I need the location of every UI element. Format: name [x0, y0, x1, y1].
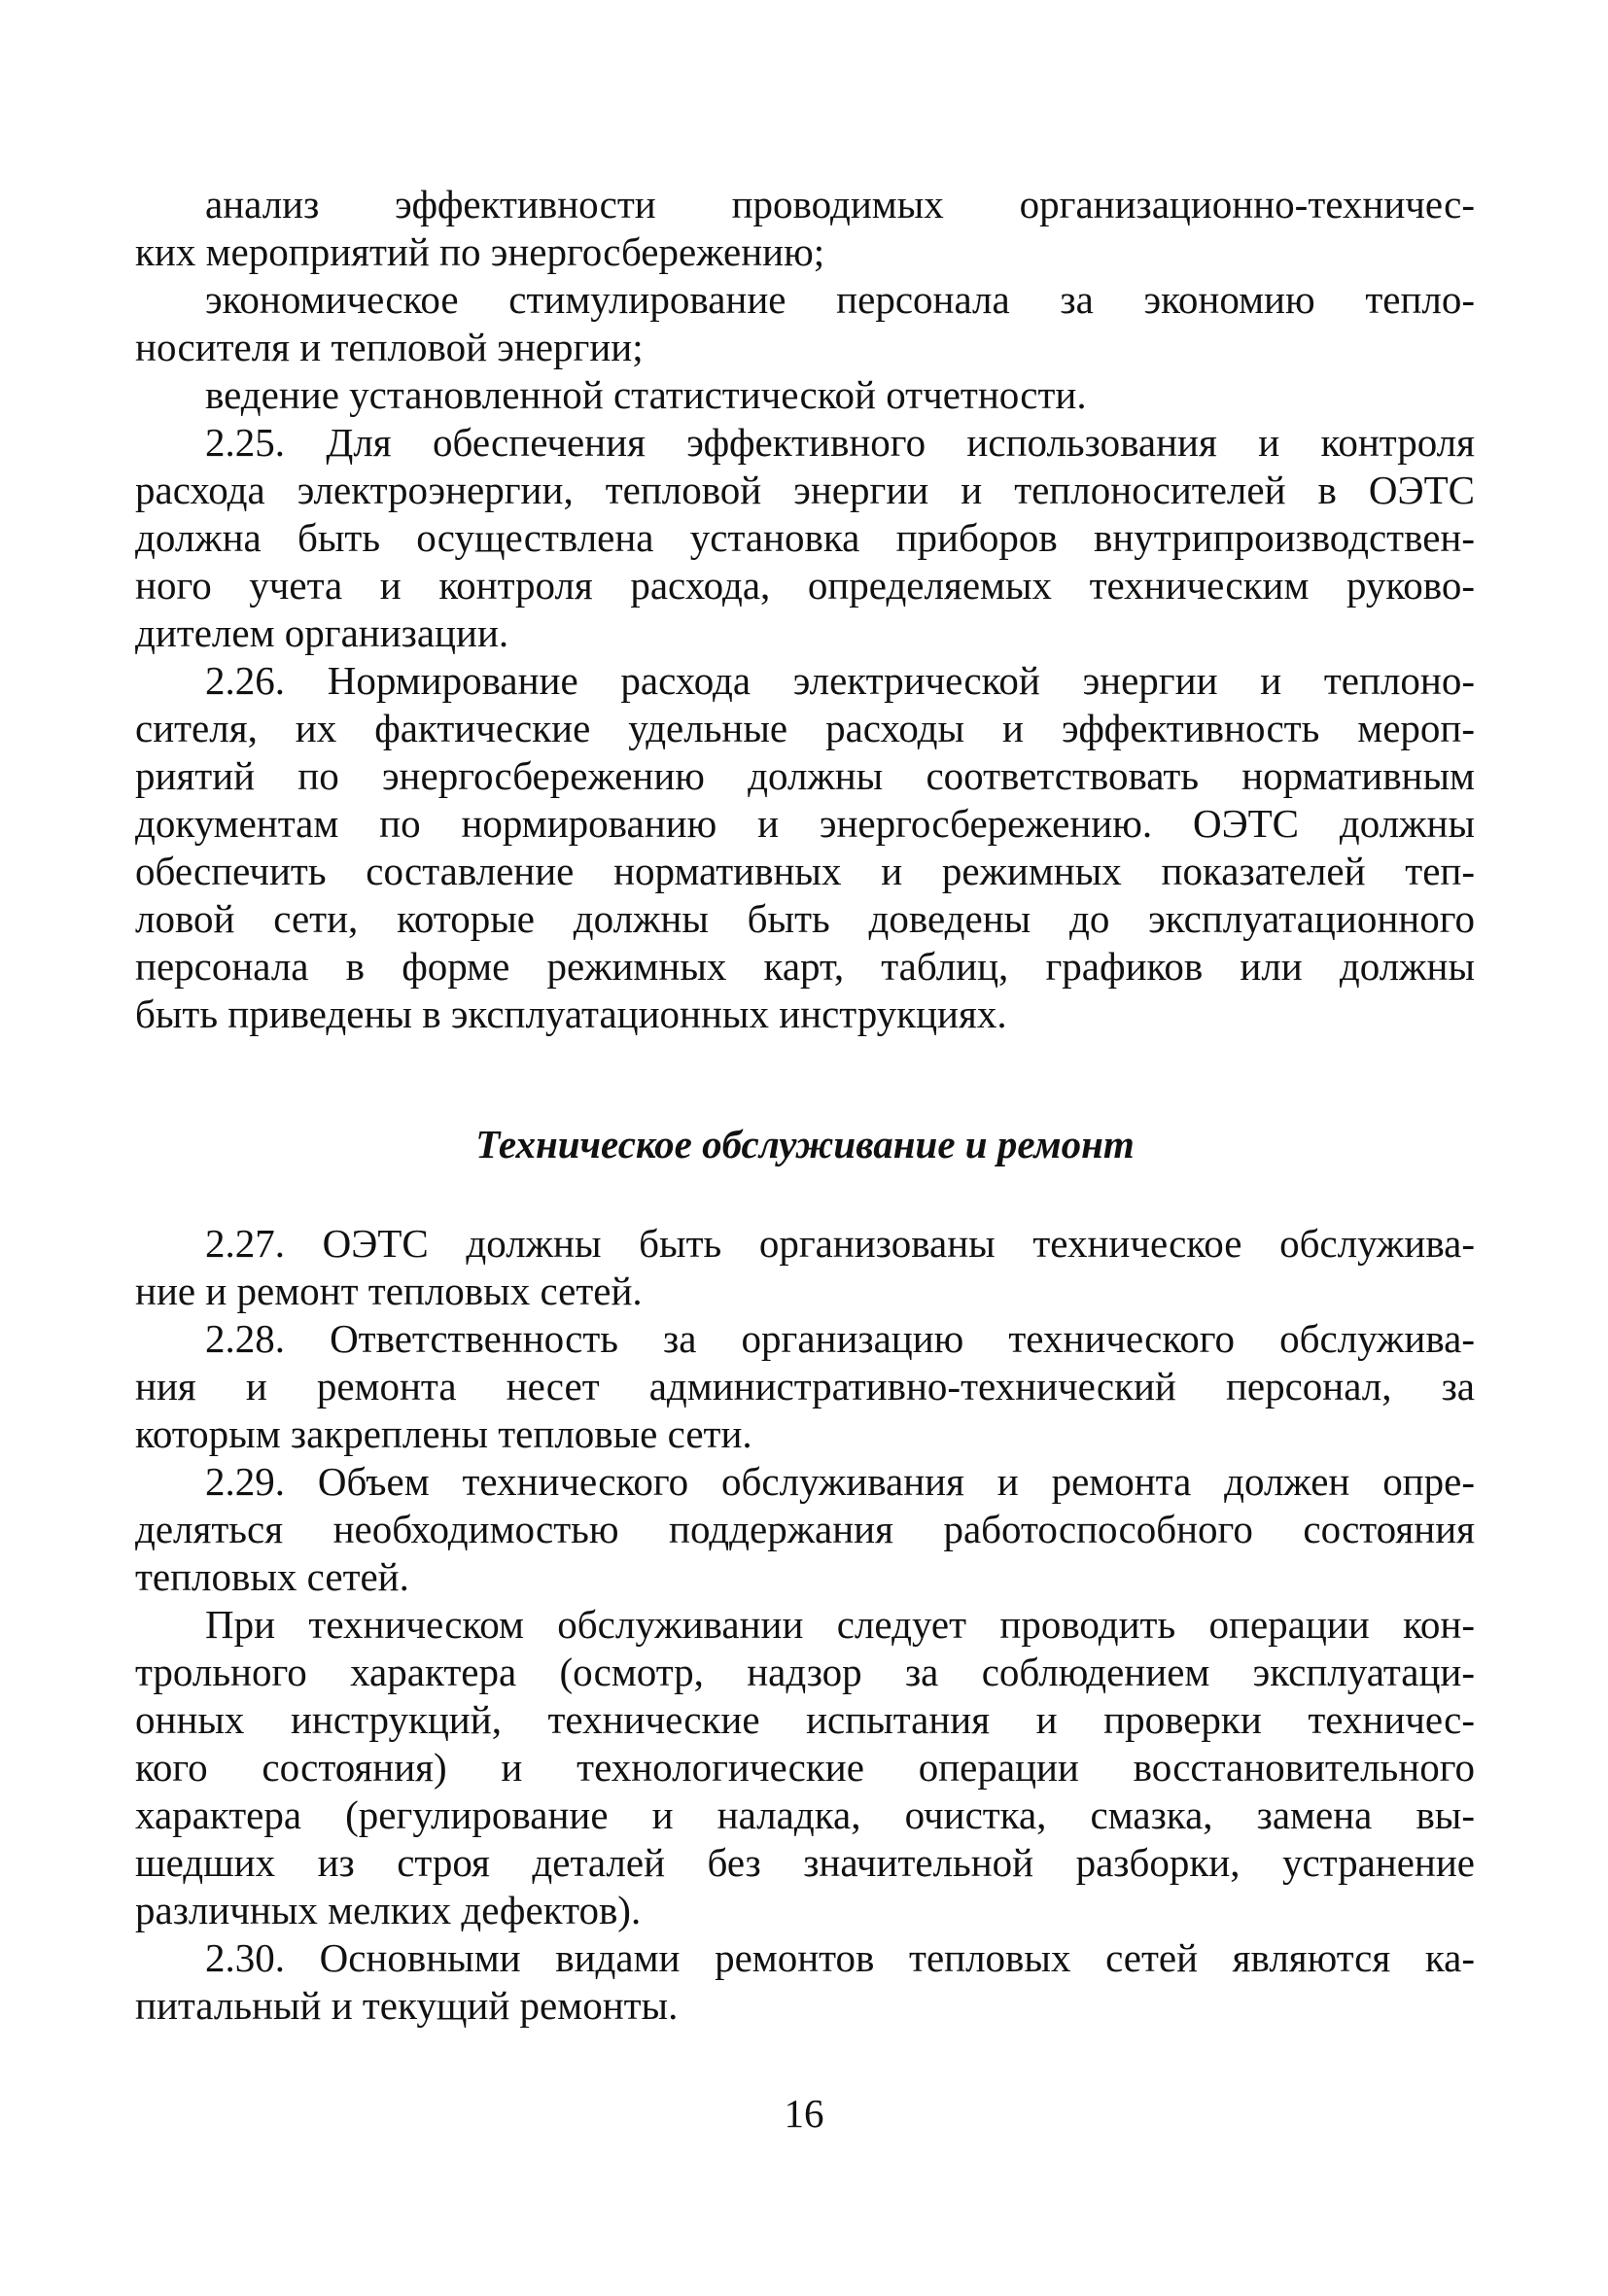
paragraph-2-25 [135, 419, 1475, 657]
paragraph-maintenance-operations [135, 1601, 1475, 1934]
text-line: шедших из строя деталей без значительной разборки, устранение [135, 1840, 1475, 1885]
text-line: 2.27. ОЭТС должны быть организованы техническое обслужива- [205, 1221, 1475, 1266]
text-block-after-heading [135, 1220, 1475, 2030]
paragraph-statistical-reporting [135, 371, 1475, 419]
text-line: ния и ремонта несет административно-технический персонал, за [135, 1364, 1475, 1409]
paragraph-2-26 [135, 657, 1475, 1038]
text-line: персонала в форме режимных карт, таблиц, графиков или должны [135, 944, 1475, 989]
text-line: носителя и тепловой энергии; [135, 325, 644, 369]
text-line: 2.30. Основными видами ремонтов тепловых сетей являются ка- [205, 1935, 1475, 1980]
text-line: При техническом обслуживании следует проводить операции кон- [205, 1602, 1475, 1647]
text-line: ких мероприятий по энергосбережению; [135, 229, 825, 274]
paragraph-2-29 [135, 1458, 1475, 1601]
text-line: экономическое стимулирование персонала за экономию тепло- [205, 277, 1475, 322]
text-line: питальный и текущий ремонты. [135, 1983, 679, 2028]
text-line: ведение установленной статистической отчетности. [205, 372, 1087, 417]
text-line: 2.29. Объем технического обслуживания и ремонта должен опре- [205, 1459, 1475, 1504]
text-line: 2.26. Нормирование расхода электрической энергии и теплоно- [205, 658, 1475, 703]
paragraph-2-28 [135, 1315, 1475, 1458]
text-line: характера (регулирование и наладка, очистка, смазка, замена вы- [135, 1792, 1475, 1837]
text-line: ловой сети, которые должны быть доведены до эксплуатационного [135, 896, 1475, 941]
section-heading: Техническое обслуживание и ремонт [475, 1122, 1135, 1166]
paragraph-2-27 [135, 1220, 1475, 1315]
page-number: 16 [784, 2091, 824, 2136]
text-line: должна быть осуществлена установка приборов внутрипроизводствен- [135, 515, 1475, 560]
text-line: 2.25. Для обеспечения эффективного использования и контроля [205, 420, 1475, 465]
text-line: различных мелких дефектов). [135, 1888, 642, 1932]
text-block-before-heading [135, 181, 1475, 1038]
paragraph-2-30 [135, 1934, 1475, 2030]
text-line: трольного характера (осмотр, надзор за соблюдением эксплуатаци- [135, 1650, 1475, 1694]
text-line: тепловых сетей. [135, 1554, 409, 1599]
text-line: кого состояния) и технологические операции восстановительного [135, 1745, 1475, 1790]
text-line: ного учета и контроля расхода, определяемых техническим руково- [135, 563, 1475, 608]
text-line: ние и ремонт тепловых сетей. [135, 1269, 643, 1313]
text-line: сителя, их фактические удельные расходы и эффективность мероп- [135, 706, 1475, 750]
text-line: которым закреплены тепловые сети. [135, 1411, 752, 1456]
paragraph-energy-analysis [135, 181, 1475, 276]
text-line: риятий по энергосбережению должны соответствовать нормативным [135, 753, 1475, 798]
text-line: обеспечить составление нормативных и режимных показателей теп- [135, 849, 1475, 893]
text-line: анализ эффективности проводимых организационно-техничес- [205, 182, 1475, 226]
paragraph-economic-stimulation [135, 276, 1475, 371]
text-line: дителем организации. [135, 610, 509, 655]
text-line: быть приведены в эксплуатационных инструкциях. [135, 991, 1007, 1036]
text-line: 2.28. Ответственность за организацию технического обслужива- [205, 1316, 1475, 1361]
text-line: расхода электроэнергии, тепловой энергии и теплоносителей в ОЭТС [135, 468, 1475, 512]
text-line: документам по нормированию и энергосбережению. ОЭТС должны [135, 801, 1475, 846]
text-line: онных инструкций, технические испытания и проверки техничес- [135, 1697, 1475, 1742]
text-line: деляться необходимостью поддержания работоспособного состояния [135, 1507, 1475, 1551]
